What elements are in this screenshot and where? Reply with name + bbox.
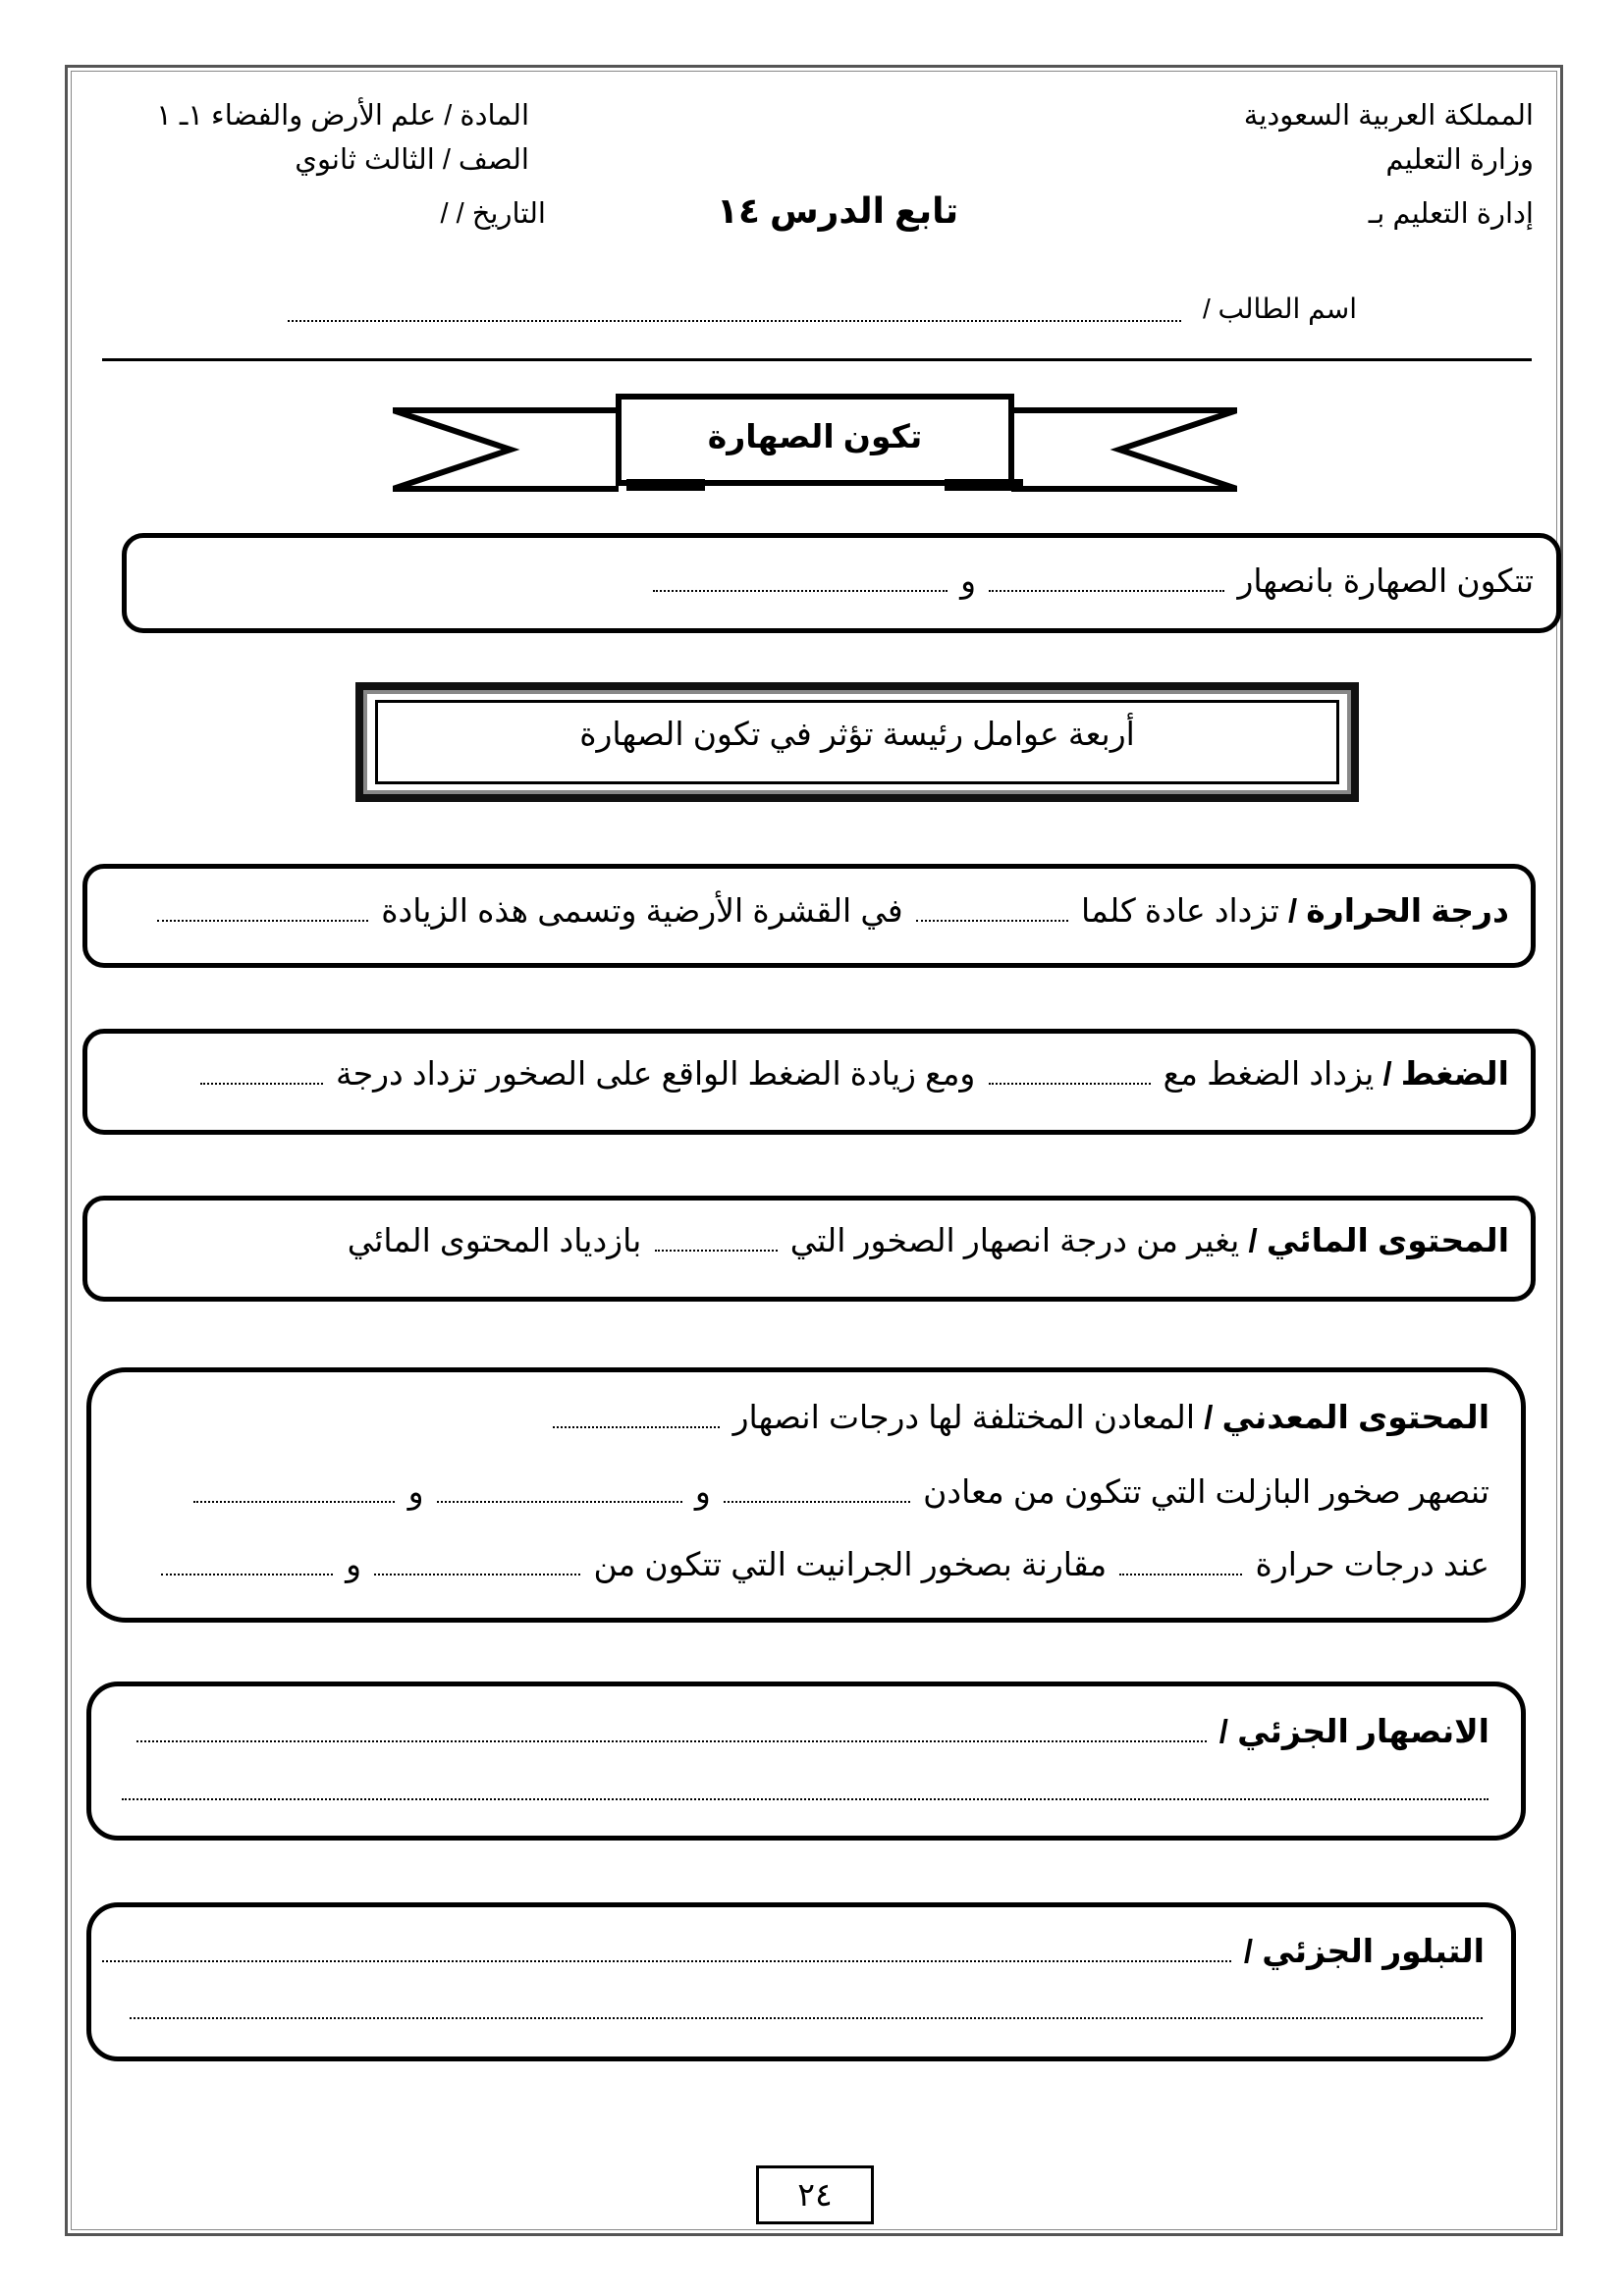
- water-text2: بازدياد المحتوى المائي: [347, 1222, 642, 1258]
- header-separator: [102, 358, 1532, 361]
- temperature-label: درجة الحرارة /: [1287, 892, 1509, 929]
- mineral-and-1: و: [694, 1473, 711, 1510]
- partial-crystallization-box: [86, 1902, 1516, 2061]
- mineral-text1: المعادن المختلفة لها درجات انصهار: [732, 1399, 1196, 1435]
- student-name-label: اسم الطالب /: [1202, 294, 1357, 324]
- page-number: ٢٤: [756, 2165, 874, 2224]
- partial-crystallization-label: التبلور الجزئي /: [1243, 1933, 1485, 1969]
- blank-mineral-6[interactable]: [374, 1574, 580, 1575]
- blank-pressure-2[interactable]: [200, 1083, 323, 1085]
- mineral-line-2: [189, 1472, 1489, 1511]
- mineral-text2: تنصهر صخور البازلت التي تتكون من معادن: [923, 1473, 1489, 1510]
- temperature-text1: تزداد عادة كلما: [1080, 892, 1279, 929]
- mineral-line-3: [157, 1545, 1489, 1583]
- pressure-line: [196, 1054, 1509, 1093]
- water-line: [348, 1221, 1509, 1259]
- blank-intro-1[interactable]: [989, 590, 1224, 592]
- mineral-and-3: و: [346, 1546, 362, 1582]
- student-name-line[interactable]: [288, 320, 1181, 322]
- intro-line: [649, 561, 1534, 600]
- water-label: المحتوى المائي /: [1248, 1222, 1509, 1258]
- temperature-text2: في القشرة الأرضية وتسمى هذه الزيادة: [381, 892, 903, 929]
- mineral-text3a: عند درجات حرارة: [1255, 1546, 1489, 1582]
- blank-water-1[interactable]: [655, 1250, 778, 1252]
- mineral-and-2: و: [407, 1473, 424, 1510]
- header-date: التاريخ / /: [440, 198, 546, 230]
- blank-partial-crystallization-1[interactable]: [102, 1960, 1231, 1962]
- lesson-title: تابع الدرس ١٤: [717, 190, 959, 231]
- blank-mineral-3[interactable]: [437, 1501, 682, 1503]
- header-kingdom: المملكة العربية السعودية: [1243, 100, 1534, 132]
- mineral-text3b: مقارنة بصخور الجرانيت التي تتكون من: [593, 1546, 1108, 1582]
- pressure-text2: ومع زيادة الضغط الواقع على الصخور تزداد درجة: [336, 1055, 976, 1092]
- partial-melting-label: الانصهار الجزئي /: [1218, 1713, 1489, 1749]
- blank-partial-crystallization-2[interactable]: [130, 2017, 1483, 2019]
- water-text1: يغير من درجة انصهار الصخور التي: [789, 1222, 1240, 1258]
- temperature-line: [153, 891, 1509, 930]
- blank-mineral-1[interactable]: [553, 1426, 720, 1428]
- blank-intro-2[interactable]: [653, 590, 947, 592]
- blank-temperature-2[interactable]: [157, 920, 368, 922]
- header-directorate: إدارة التعليم بـ: [1368, 198, 1534, 230]
- blank-mineral-2[interactable]: [724, 1501, 910, 1503]
- intro-and: و: [960, 562, 977, 599]
- partial-melting-line: [133, 1712, 1489, 1750]
- factors-heading: أربعة عوامل رئيسة تؤثر في تكون الصهارة: [579, 716, 1135, 752]
- mineral-label: المحتوى المعدني /: [1204, 1399, 1489, 1435]
- partial-crystallization-line: [98, 1932, 1485, 1970]
- header-ministry: وزارة التعليم: [1385, 144, 1534, 176]
- blank-temperature-1[interactable]: [916, 920, 1068, 922]
- blank-partial-melting-1[interactable]: [136, 1740, 1207, 1742]
- intro-text: تتكون الصهارة بانصهار: [1237, 562, 1534, 599]
- mineral-line-1: [549, 1398, 1489, 1436]
- pressure-text1: يزداد الضغط مع: [1163, 1055, 1375, 1092]
- blank-partial-melting-2[interactable]: [122, 1798, 1489, 1800]
- pressure-label: الضغط /: [1382, 1055, 1509, 1092]
- blank-mineral-7[interactable]: [161, 1574, 333, 1575]
- blank-mineral-5[interactable]: [1119, 1574, 1242, 1575]
- partial-melting-box: [86, 1682, 1526, 1841]
- page-title: تكون الصهارة: [707, 418, 923, 454]
- blank-pressure-1[interactable]: [989, 1083, 1151, 1085]
- blank-mineral-4[interactable]: [193, 1501, 395, 1503]
- header-grade: الصف / الثالث ثانوي: [295, 144, 529, 176]
- header-subject: المادة / علم الأرض والفضاء ١ـ ١: [156, 100, 529, 132]
